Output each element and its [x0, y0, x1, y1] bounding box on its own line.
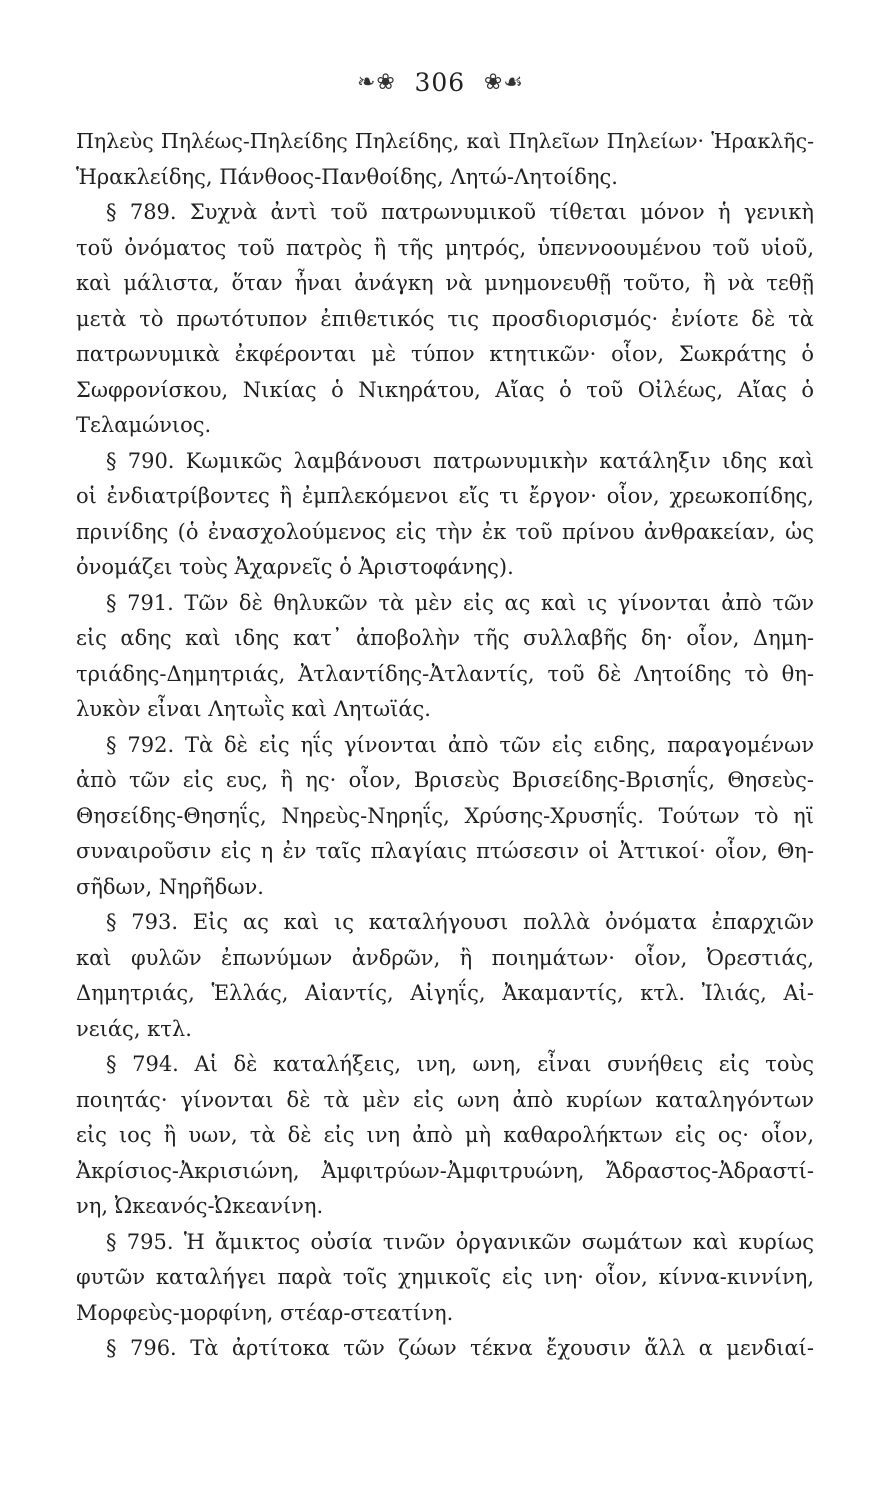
text-line: Σωφρονίσκου, Νικίας ὁ Νικηράτου, Αἴας ὁ τοῦ Οἰλέως, Αἴας ὁ: [76, 377, 814, 402]
text-line: § 789. Συχνὰ ἀντὶ τοῦ πατρωνυμικοῦ τίθεται μόνον ἡ γενικὴ: [106, 200, 814, 224]
text-line: καὶ μάλιστα, ὅταν ἦναι ἀνάγκη νὰ μνημονευθῇ τοῦτο, ἢ νὰ τεθῇ: [76, 271, 814, 295]
text-line: σῆδων, Νηρῆδων.: [76, 874, 264, 899]
text-line: τριάδης-Δημητριάς, Ἀτλαντίδης-Ἀτλαντίς, τοῦ δὲ Λητοίδης τὸ θη-: [76, 661, 814, 686]
ornament-left-icon: ❧❀: [356, 69, 396, 95]
text-line: Τελαμώνιος.: [76, 413, 212, 437]
text-line: οἱ ἐνδιατρίβοντες ἢ ἐμπλεκόμενοι εἴς τι ἔργον· οἷον, χρεωκοπίδης,: [76, 484, 814, 508]
page-number: 306: [414, 67, 466, 97]
text-line: § 795. Ἡ ἄμικτος οὐσία τινῶν ὀργανικῶν σωμάτων καὶ κυρίως: [106, 1229, 814, 1254]
text-line: Δημητριάς, Ἑλλάς, Αἰαντίς, Αἰγηΐς, Ἀκαμαντίς, κτλ. Ἰλιάς, Αἰ-: [76, 981, 814, 1005]
body-text: [76, 124, 814, 1367]
page-header: [0, 66, 881, 98]
text-line: ὀνομάζει τοὺς Ἀχαρνεῖς ὁ Ἀριστοφάνης).: [76, 555, 514, 579]
text-line: συναιροῦσιν εἰς η ἐν ταῖς πλαγίαις πτώσεσιν οἱ Ἀττικοί· οἷον, Θη-: [76, 839, 814, 863]
text-line: Μορφεὺς-μορφίνη, στέαρ-στεατίνη.: [76, 1300, 454, 1325]
text-line: § 793. Εἰς ας καὶ ις καταλήγουσι πολλὰ ὀνόματα ἐπαρχιῶν: [106, 910, 814, 934]
text-line: εἰς ιος ἢ υων, τὰ δὲ εἰς ινη ἀπὸ μὴ καθαρολήκτων εἰς ος· οἷον,: [76, 1123, 814, 1147]
text-line: § 791. Τῶν δὲ θηλυκῶν τὰ μὲν εἰς ας καὶ ις γίνονται ἀπὸ τῶν: [106, 590, 814, 615]
ornament-right-icon: ❀☙: [483, 69, 525, 95]
text-line: πρινίδης (ὁ ἐνασχολούμενος εἰς τὴν ἐκ τοῦ πρίνου ἀνθρακείαν, ὡς: [76, 519, 814, 544]
text-line: Ἀκρίσιος-Ἀκρισιώνη, Ἀμφιτρύων-Ἀμφιτρυώνη, Ἄδραστος-Ἀδραστί-: [76, 1158, 814, 1183]
text-line: φυτῶν καταλήγει παρὰ τοῖς χημικοῖς εἰς ινη· οἷον, κίννα-κιννίνη,: [76, 1265, 814, 1289]
text-line: λυκὸν εἶναι Λητωῒς καὶ Λητωϊάς.: [76, 697, 431, 721]
text-line: § 796. Τὰ ἀρτίτοκα τῶν ζώων τέκνα ἔχουσιν ἄλλ α μενδιαί-: [106, 1336, 814, 1360]
text-line: καὶ φυλῶν ἐπωνύμων ἀνδρῶν, ἢ ποιημάτων· οἷον, Ὀρεστιάς,: [76, 945, 814, 970]
text-line: § 792. Τὰ δὲ εἰς ηΐς γίνονται ἀπὸ τῶν εἰς ειδης, παραγομένων: [106, 732, 814, 757]
text-line: νειάς, κτλ.: [76, 1016, 192, 1041]
text-line: § 790. Κωμικῶς λαμβάνουσι πατρωνυμικὴν κατάληξιν ιδης καὶ: [106, 448, 814, 473]
text-line: § 794. Αἱ δὲ καταλήξεις, ινη, ωνη, εἶναι συνήθεις εἰς τοὺς: [106, 1052, 814, 1076]
text-line: ἀπὸ τῶν εἰς ευς, ἢ ης· οἷον, Βρισεὺς Βρισείδης-Βρισηΐς, Θησεὺς-: [76, 768, 814, 792]
text-line: μετὰ τὸ πρωτότυπον ἐπιθετικός τις προσδιορισμός· ἐνίοτε δὲ τὰ: [76, 306, 814, 331]
text-line: πατρωνυμικὰ ἐκφέρονται μὲ τύπον κτητικῶν· οἷον, Σωκράτης ὁ: [76, 342, 814, 366]
text-line: Πηλεὺς Πηλέως-Πηλείδης Πηλείδης, καὶ Πηλεῖων Πηλείων· Ἡρακλῆς-: [76, 129, 814, 153]
text-line: ποιητάς· γίνονται δὲ τὰ μὲν εἰς ωνη ἀπὸ κυρίων καταληγόντων: [76, 1087, 814, 1112]
text-line: τοῦ ὀνόματος τοῦ πατρὸς ἢ τῆς μητρός, ὑπεννοουμένου τοῦ υἱοῦ,: [76, 235, 814, 260]
text-line: Ἡρακλείδης, Πάνθοος-Πανθοίδης, Λητώ-Λητοίδης.: [76, 164, 618, 189]
text-line: εἰς αδης καὶ ιδης κατ᾽ ἀποβολὴν τῆς συλλαβῆς δη· οἷον, Δημη-: [76, 626, 814, 650]
text-line: νη, Ὠκεανός-Ὠκεανίνη.: [76, 1194, 324, 1218]
text-line: Θησείδης-Θησηΐς, Νηρεὺς-Νηρηΐς, Χρύσης-Χρυσηΐς. Τούτων τὸ ηϊ: [76, 803, 814, 828]
